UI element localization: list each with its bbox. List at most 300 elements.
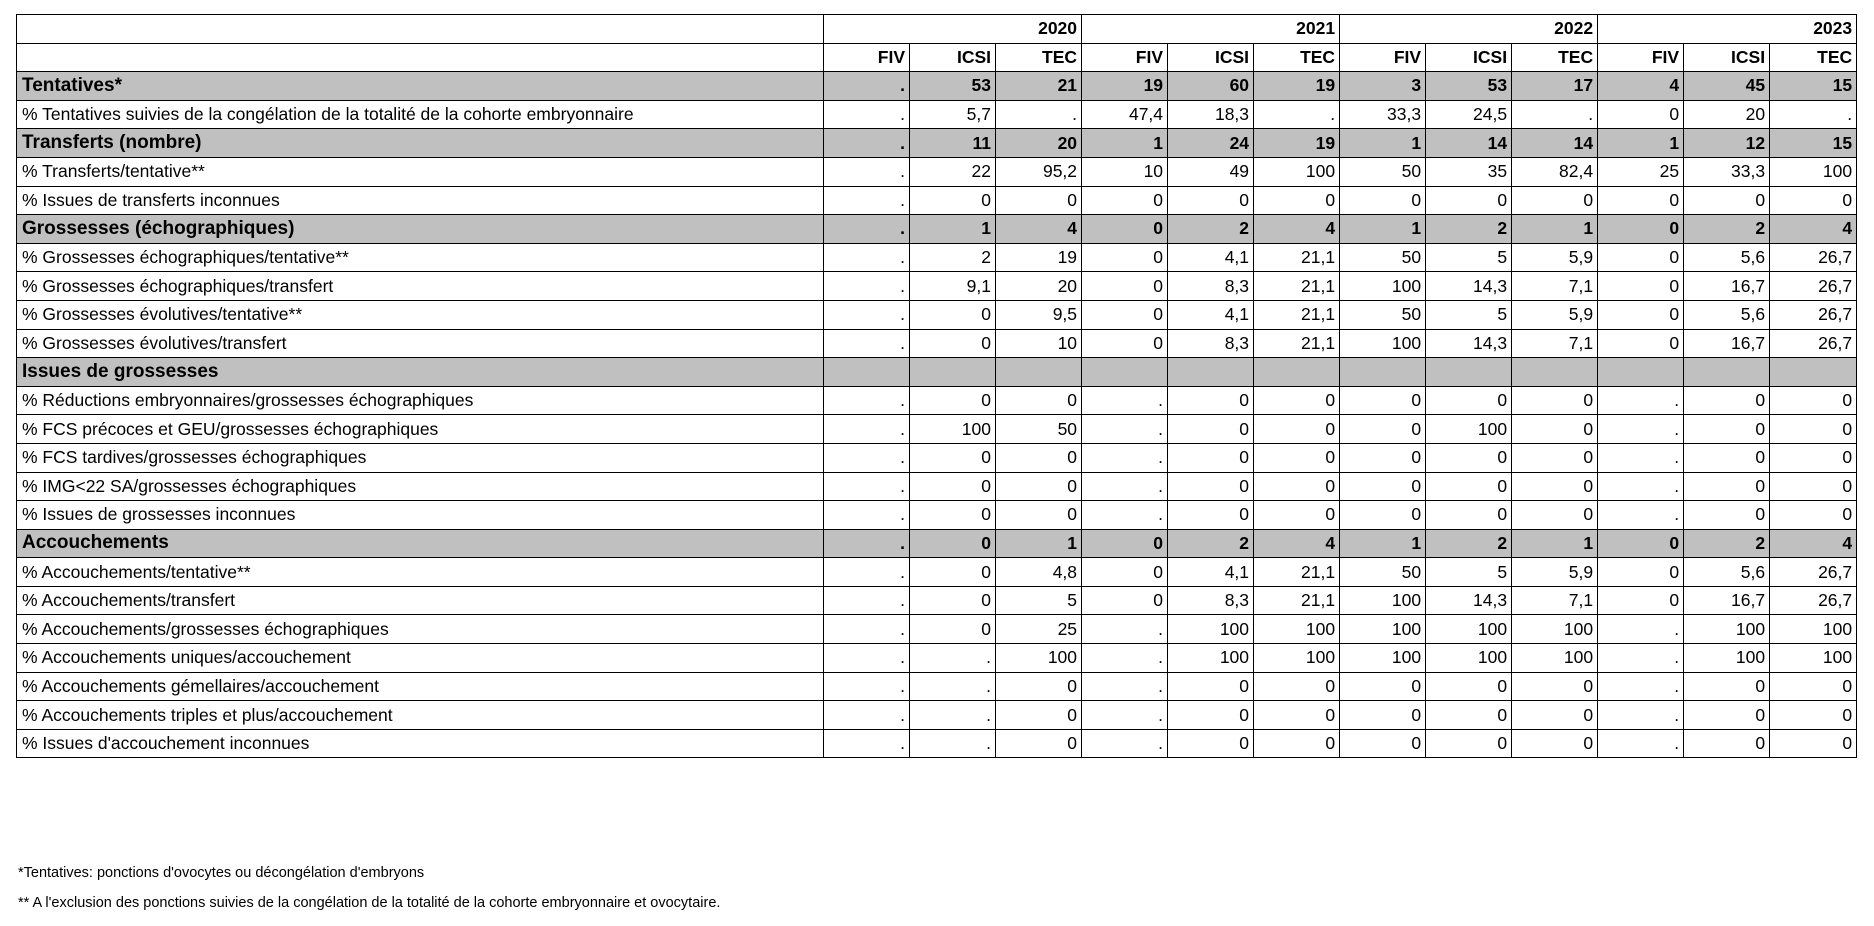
table-cell: 25 — [1598, 157, 1684, 186]
table-cell: 1 — [996, 529, 1082, 558]
table-row — [17, 100, 1857, 129]
table-cell: 100 — [1684, 644, 1770, 673]
table-cell: 0 — [1254, 729, 1340, 758]
table-cell: 0 — [1770, 472, 1857, 501]
table-cell — [996, 358, 1082, 387]
year-header: 2023 — [1598, 15, 1857, 44]
table-cell: . — [1082, 729, 1168, 758]
table-cell: 5,9 — [1512, 558, 1598, 587]
table-cell: 7,1 — [1512, 586, 1598, 615]
header-blank-cell — [17, 43, 824, 72]
table-cell: . — [1598, 615, 1684, 644]
table-cell: 8,3 — [1168, 272, 1254, 301]
row-label: % IMG<22 SA/grossesses échographiques — [17, 472, 824, 501]
row-label: % Tentatives suivies de la congélation de la totalité de la cohorte embryonnaire — [17, 100, 824, 129]
table-cell: 0 — [1082, 215, 1168, 244]
table-cell: 15 — [1770, 72, 1857, 101]
table-cell: . — [1770, 100, 1857, 129]
table-cell: 0 — [1254, 386, 1340, 415]
table-cell: 21,1 — [1254, 272, 1340, 301]
table-cell: 17 — [1512, 72, 1598, 101]
footnote-tentatives: *Tentatives: ponctions d'ovocytes ou décongélation d'embryons — [18, 865, 425, 881]
table-row — [17, 243, 1857, 272]
table-cell: 0 — [1340, 472, 1426, 501]
technique-header: ICSI — [910, 43, 996, 72]
table-cell: 47,4 — [1082, 100, 1168, 129]
table-cell: 50 — [996, 415, 1082, 444]
table-cell: . — [824, 672, 910, 701]
table-cell: 100 — [1168, 615, 1254, 644]
table-cell: 2 — [910, 243, 996, 272]
table-cell: 2 — [1168, 215, 1254, 244]
year-header: 2020 — [824, 15, 1082, 44]
table-cell — [824, 358, 910, 387]
table-cell: 7,1 — [1512, 329, 1598, 358]
table-cell: . — [1598, 386, 1684, 415]
table-cell: 2 — [1426, 215, 1512, 244]
table-cell: 0 — [1254, 186, 1340, 215]
table-cell: 0 — [996, 443, 1082, 472]
table-cell: 0 — [910, 472, 996, 501]
row-label: % Accouchements triples et plus/accouchement — [17, 701, 824, 730]
table-cell: 4,1 — [1168, 558, 1254, 587]
table-cell — [1512, 358, 1598, 387]
table-cell: 0 — [1598, 300, 1684, 329]
table-cell: 100 — [1254, 615, 1340, 644]
table-cell: 0 — [1082, 529, 1168, 558]
technique-header: ICSI — [1168, 43, 1254, 72]
row-label: Issues de grossesses — [17, 358, 824, 387]
footnote-exclusion: ** A l'exclusion des ponctions suivies de la congélation de la totalité de la cohorte embryonnaire et ovocytaire. — [18, 895, 721, 911]
table-cell: . — [1082, 615, 1168, 644]
table-cell: 26,7 — [1770, 586, 1857, 615]
technique-header: FIV — [1598, 43, 1684, 72]
table-cell: 100 — [1254, 157, 1340, 186]
row-label: % Issues de transferts inconnues — [17, 186, 824, 215]
table-cell: 21 — [996, 72, 1082, 101]
table-cell: . — [1082, 644, 1168, 673]
table-cell: . — [824, 272, 910, 301]
table-cell: 0 — [910, 186, 996, 215]
table-cell: 5 — [1426, 243, 1512, 272]
table-cell: 0 — [1598, 586, 1684, 615]
table-cell: 7,1 — [1512, 272, 1598, 301]
table-cell: 0 — [910, 558, 996, 587]
table-cell: 19 — [996, 243, 1082, 272]
table-cell: 0 — [1340, 501, 1426, 530]
table-cell: 5,6 — [1684, 243, 1770, 272]
table-cell: . — [824, 415, 910, 444]
table-cell: 0 — [1254, 701, 1340, 730]
table-cell: 100 — [1426, 415, 1512, 444]
table-cell: . — [1082, 701, 1168, 730]
table-cell: 50 — [1340, 558, 1426, 587]
table-cell: . — [824, 329, 910, 358]
table-cell: 4 — [1254, 529, 1340, 558]
table-cell: 0 — [910, 529, 996, 558]
table-cell: 0 — [1512, 415, 1598, 444]
table-cell: 15 — [1770, 129, 1857, 158]
table-cell: . — [824, 129, 910, 158]
technique-header: TEC — [996, 43, 1082, 72]
table-cell: . — [1082, 386, 1168, 415]
table-cell: 0 — [1168, 501, 1254, 530]
table-cell: . — [1512, 100, 1598, 129]
table-row — [17, 472, 1857, 501]
technique-header: TEC — [1770, 43, 1857, 72]
table-cell: 0 — [1082, 243, 1168, 272]
table-cell: 1 — [1340, 529, 1426, 558]
technique-header: ICSI — [1684, 43, 1770, 72]
row-label: % Accouchements uniques/accouchement — [17, 644, 824, 673]
table-cell: 0 — [1512, 186, 1598, 215]
table-cell: 1 — [910, 215, 996, 244]
table-cell: 0 — [1598, 100, 1684, 129]
table-cell: . — [1254, 100, 1340, 129]
table-cell: . — [824, 443, 910, 472]
table-cell: 0 — [1770, 186, 1857, 215]
table-cell: 0 — [996, 501, 1082, 530]
table-cell: 0 — [1082, 272, 1168, 301]
table-cell: 0 — [910, 300, 996, 329]
table-cell: 14 — [1426, 129, 1512, 158]
table-cell: 0 — [1082, 558, 1168, 587]
table-cell: 0 — [996, 472, 1082, 501]
table-cell: 4,1 — [1168, 300, 1254, 329]
table-row — [17, 386, 1857, 415]
row-label: % Grossesses échographiques/tentative** — [17, 243, 824, 272]
table-cell: 0 — [1168, 701, 1254, 730]
table-cell: 10 — [1082, 157, 1168, 186]
table-cell: . — [1082, 443, 1168, 472]
table-cell: 26,7 — [1770, 243, 1857, 272]
table-cell: 0 — [1082, 586, 1168, 615]
technique-header-row — [17, 43, 1857, 72]
table-cell: . — [1598, 644, 1684, 673]
section-row — [17, 529, 1857, 558]
table-cell: 0 — [1340, 672, 1426, 701]
table-cell: 4,1 — [1168, 243, 1254, 272]
year-header: 2021 — [1082, 15, 1340, 44]
technique-header: FIV — [1082, 43, 1168, 72]
table-cell: 100 — [1684, 615, 1770, 644]
table-cell: 100 — [1168, 644, 1254, 673]
table-cell: 100 — [1770, 615, 1857, 644]
table-cell: 3 — [1340, 72, 1426, 101]
table-cell: 22 — [910, 157, 996, 186]
table-cell: 0 — [1770, 729, 1857, 758]
table-cell: . — [1082, 472, 1168, 501]
table-cell: 0 — [910, 329, 996, 358]
table-cell: . — [824, 701, 910, 730]
table-cell: 2 — [1684, 215, 1770, 244]
table-row — [17, 615, 1857, 644]
table-cell: 5 — [996, 586, 1082, 615]
row-label: % Réductions embryonnaires/grossesses échographiques — [17, 386, 824, 415]
table-cell: 0 — [1512, 729, 1598, 758]
row-label: Transferts (nombre) — [17, 129, 824, 158]
table-cell: 0 — [1512, 386, 1598, 415]
row-label: % Transferts/tentative** — [17, 157, 824, 186]
table-cell: 49 — [1168, 157, 1254, 186]
table-cell: . — [824, 729, 910, 758]
table-cell: . — [824, 100, 910, 129]
table-cell: 21,1 — [1254, 329, 1340, 358]
table-cell: 0 — [1168, 386, 1254, 415]
table-cell: 100 — [1426, 644, 1512, 673]
table-cell: 16,7 — [1684, 586, 1770, 615]
table-cell: 26,7 — [1770, 300, 1857, 329]
table-cell: 1 — [1512, 529, 1598, 558]
table-cell — [1770, 358, 1857, 387]
table-cell: 4 — [1254, 215, 1340, 244]
table-cell: 100 — [1512, 644, 1598, 673]
table-cell: 0 — [1426, 472, 1512, 501]
table-cell: 19 — [1254, 72, 1340, 101]
table-cell: 0 — [1340, 186, 1426, 215]
table-cell: 21,1 — [1254, 586, 1340, 615]
row-label: Grossesses (échographiques) — [17, 215, 824, 244]
table-cell: 21,1 — [1254, 243, 1340, 272]
table-cell: . — [824, 558, 910, 587]
table-row — [17, 272, 1857, 301]
row-label: % Issues de grossesses inconnues — [17, 501, 824, 530]
table-cell: 0 — [1512, 501, 1598, 530]
table-cell: . — [910, 729, 996, 758]
table-cell: 8,3 — [1168, 586, 1254, 615]
table-cell: 0 — [1684, 729, 1770, 758]
table-cell: 1 — [1340, 129, 1426, 158]
table-cell: 0 — [1512, 472, 1598, 501]
table-cell: 5,7 — [910, 100, 996, 129]
table-cell: 0 — [1168, 729, 1254, 758]
table-cell: 33,3 — [1684, 157, 1770, 186]
header-blank-cell — [17, 15, 824, 44]
row-label: % FCS précoces et GEU/grossesses échographiques — [17, 415, 824, 444]
table-cell: 0 — [910, 586, 996, 615]
year-header: 2022 — [1340, 15, 1598, 44]
table-cell: 0 — [1512, 443, 1598, 472]
table-cell: 4 — [1770, 529, 1857, 558]
table-cell: 0 — [1340, 443, 1426, 472]
table-row — [17, 443, 1857, 472]
row-label: % Accouchements gémellaires/accouchement — [17, 672, 824, 701]
section-row — [17, 215, 1857, 244]
table-cell: 8,3 — [1168, 329, 1254, 358]
table-cell: 45 — [1684, 72, 1770, 101]
table-cell: 4 — [1770, 215, 1857, 244]
table-cell: 0 — [1684, 672, 1770, 701]
results-table — [16, 14, 1857, 758]
table-cell: 100 — [1426, 615, 1512, 644]
table-cell: 0 — [1426, 501, 1512, 530]
table-cell: 0 — [1254, 672, 1340, 701]
table-cell: . — [824, 644, 910, 673]
table-cell: 19 — [1082, 72, 1168, 101]
table-cell: 19 — [1254, 129, 1340, 158]
row-label: Tentatives* — [17, 72, 824, 101]
table-cell: 0 — [910, 501, 996, 530]
table-cell: 1 — [1598, 129, 1684, 158]
table-cell: 26,7 — [1770, 329, 1857, 358]
table-cell: 0 — [1340, 386, 1426, 415]
table-cell — [1168, 358, 1254, 387]
table-cell: 100 — [910, 415, 996, 444]
table-row — [17, 157, 1857, 186]
section-row — [17, 129, 1857, 158]
table-cell: 0 — [1598, 329, 1684, 358]
row-label: Accouchements — [17, 529, 824, 558]
table-cell: 0 — [910, 615, 996, 644]
table-cell: 0 — [996, 701, 1082, 730]
table-cell: 0 — [1598, 558, 1684, 587]
table-cell: 0 — [1254, 501, 1340, 530]
row-label: % Grossesses échographiques/transfert — [17, 272, 824, 301]
row-label: % Accouchements/tentative** — [17, 558, 824, 587]
table-cell: 0 — [1598, 186, 1684, 215]
table-cell: 5,6 — [1684, 558, 1770, 587]
table-cell: 0 — [1426, 729, 1512, 758]
table-cell: 50 — [1340, 243, 1426, 272]
table-cell: 0 — [1684, 386, 1770, 415]
table-cell: 0 — [1254, 415, 1340, 444]
table-cell: . — [824, 215, 910, 244]
table-cell: 0 — [1254, 472, 1340, 501]
table-cell: 53 — [1426, 72, 1512, 101]
table-cell: 0 — [1598, 272, 1684, 301]
table-cell: 100 — [1512, 615, 1598, 644]
table-cell: 0 — [1770, 672, 1857, 701]
table-cell: 0 — [1598, 243, 1684, 272]
table-cell — [1082, 358, 1168, 387]
table-cell: 0 — [1684, 701, 1770, 730]
table-cell: 53 — [910, 72, 996, 101]
table-cell: 33,3 — [1340, 100, 1426, 129]
table-cell: 14,3 — [1426, 329, 1512, 358]
table-cell: 5 — [1426, 300, 1512, 329]
table-cell: . — [824, 472, 910, 501]
table-cell: 0 — [1168, 443, 1254, 472]
table-cell: 0 — [1168, 472, 1254, 501]
table-cell: . — [910, 701, 996, 730]
table-cell: 0 — [1684, 472, 1770, 501]
table-cell: 14 — [1512, 129, 1598, 158]
table-row — [17, 415, 1857, 444]
table-cell: 0 — [1426, 672, 1512, 701]
table-cell: 82,4 — [1512, 157, 1598, 186]
table-cell: 4 — [1598, 72, 1684, 101]
table-cell: 14,3 — [1426, 586, 1512, 615]
table-row — [17, 701, 1857, 730]
table-row — [17, 729, 1857, 758]
table-cell: 26,7 — [1770, 558, 1857, 587]
table-row — [17, 186, 1857, 215]
table-row — [17, 644, 1857, 673]
table-cell: 5,9 — [1512, 243, 1598, 272]
table-cell: 0 — [1426, 386, 1512, 415]
technique-header: FIV — [1340, 43, 1426, 72]
section-row — [17, 72, 1857, 101]
table-cell: 5 — [1426, 558, 1512, 587]
table-cell — [910, 358, 996, 387]
table-cell — [1684, 358, 1770, 387]
table-cell: 25 — [996, 615, 1082, 644]
table-cell: 1 — [1512, 215, 1598, 244]
table-cell: 0 — [996, 729, 1082, 758]
table-cell: . — [1598, 501, 1684, 530]
table-cell: 4,8 — [996, 558, 1082, 587]
table-cell: 100 — [1340, 272, 1426, 301]
table-cell: . — [1082, 415, 1168, 444]
row-label: % Issues d'accouchement inconnues — [17, 729, 824, 758]
table-cell: 2 — [1684, 529, 1770, 558]
table-row — [17, 586, 1857, 615]
table-cell: . — [1598, 472, 1684, 501]
table-cell: 18,3 — [1168, 100, 1254, 129]
table-cell: 0 — [996, 386, 1082, 415]
table-cell: 35 — [1426, 157, 1512, 186]
table-cell: 60 — [1168, 72, 1254, 101]
table-cell: 50 — [1340, 157, 1426, 186]
technique-header: FIV — [824, 43, 910, 72]
table-cell: 0 — [1684, 501, 1770, 530]
table-cell: 100 — [1770, 644, 1857, 673]
table-cell: 1 — [1082, 129, 1168, 158]
table-cell: . — [1598, 701, 1684, 730]
table-cell: 20 — [996, 272, 1082, 301]
table-cell: 20 — [996, 129, 1082, 158]
table-cell: 100 — [1254, 644, 1340, 673]
table-cell: 0 — [1770, 386, 1857, 415]
table-cell: 0 — [910, 386, 996, 415]
table-cell: . — [824, 243, 910, 272]
technique-header: ICSI — [1426, 43, 1512, 72]
table-cell: 0 — [996, 186, 1082, 215]
technique-header: TEC — [1512, 43, 1598, 72]
table-cell: . — [1082, 672, 1168, 701]
table-cell: 100 — [1340, 615, 1426, 644]
table-cell: 95,2 — [996, 157, 1082, 186]
table-cell: 100 — [1340, 329, 1426, 358]
table-cell — [1254, 358, 1340, 387]
table-row — [17, 558, 1857, 587]
table-cell: 0 — [1340, 729, 1426, 758]
table-cell — [1340, 358, 1426, 387]
table-cell: 1 — [1340, 215, 1426, 244]
table-cell: 0 — [1770, 701, 1857, 730]
table-cell: 0 — [1512, 701, 1598, 730]
table-body — [17, 15, 1857, 758]
table-cell: 0 — [1512, 672, 1598, 701]
table-cell: 0 — [1770, 415, 1857, 444]
table-cell: 50 — [1340, 300, 1426, 329]
table-cell: 0 — [1684, 415, 1770, 444]
table-cell: . — [1598, 729, 1684, 758]
footnotes — [18, 858, 720, 918]
table-cell: 0 — [1426, 701, 1512, 730]
table-row — [17, 329, 1857, 358]
table-cell: 100 — [1340, 644, 1426, 673]
table-cell: 12 — [1684, 129, 1770, 158]
table-cell: 0 — [1168, 672, 1254, 701]
table-cell — [1598, 358, 1684, 387]
row-label: % Accouchements/grossesses échographiques — [17, 615, 824, 644]
table-cell: 0 — [1426, 443, 1512, 472]
table-cell: 20 — [1684, 100, 1770, 129]
table-cell: . — [996, 100, 1082, 129]
table-cell — [1426, 358, 1512, 387]
table-cell: 0 — [1082, 186, 1168, 215]
